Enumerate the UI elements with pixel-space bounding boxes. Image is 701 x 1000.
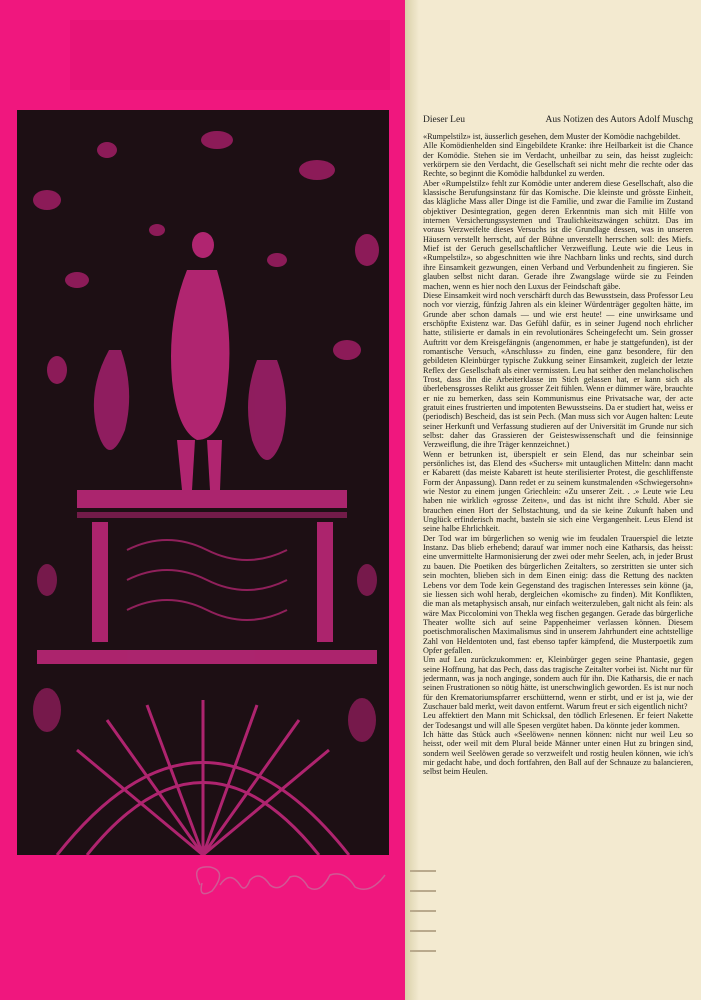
paragraph: «Rumpelstilz» ist, äusserlich gesehen, dem Muster der Komödie nachgebildet.	[423, 132, 681, 141]
header-title: Dieser Leu	[423, 115, 465, 125]
signature-mark-icon	[180, 855, 400, 905]
paragraph: Der Tod war im bürgerlichen so wenig wie im feudalen Trauerspiel die letzte Instanz. Das blieb erhebend; darauf war immer noch eine Katharsis, das heisst: eine unvermittelte Harmonisierung der zwei oder mehr Seelen, ach, in jeder Brust zu bauen. Die Poetiken des bürgerlichen Zeitalters, so zerstritten sie unter sich sein mochten, blieben sich in dem Einen einig: dass die Rettung des nackten Lebens vor dem Tode kein Gegenstand des tragischen Interesses sein könne (ja, sie liessen sich wohl herab, dergleichen «komisch» zu finden). Mit Konflikten, die man als metaphysisch ansah, nur einfach weiterzuleben, galt nicht als fein: als wäre Max Piccolomini von Thekla weg fischen gegangen. Gerade das bürgerliche Theater wollte sich auf seine Pappenheimer verlassen können. Diesem poetischmoralischen Maximalismus sind in unserem Jahrhundert eine achtstellige Zahl von Heldentoten und, fast ebenso tapfer kämpfend, die Musterpoetik zum Opfer gefallen.	[423, 533, 693, 655]
paragraph: Leu affektiert den Mann mit Schicksal, den tödlich Erlesenen. Er feiert Nakette der Todesangst und will alle Spesen vergütet haben. Da könnte jeder kommen.	[423, 711, 693, 730]
paragraph: Alle Komödienhelden sind Eingebildete Kranke: ihre Heilbarkeit ist die Chance der Komödie. Stehen sie im Verdacht, unheilbar zu sein, das heisst zugleich: verkörpern sie den Verdacht, die Gesellschaft sei nicht mehr die rechte oder das Rechte, so beginnt die Komödie halbdunkel zu werden.	[423, 141, 693, 179]
paragraph: Aber «Rumpelstilz» fehlt zur Komödie unter anderem diese Gesellschaft, also die klassische Berufungsinstanz für das Komische. Die kleinste und grösste Einheit, das klägliche Mass aller Dinge ist die Familie, und zwar die Familie im Zustand objektiver Desintegration, gegen deren Erkenntnis man sich mit Hilfe von internen Versicherungssystemen und Traulichkeitszwängen schützt. Das im voraus Verzweifelte dieses Versuchs ist die Grundlage dessen, was in unseren Häusern verstellt herrscht, auf der Bühne unverstellt herrschen soll: des Miefs. Mief ist der Geruch gesellschaftlicher Verzweiflung. Leute wie die Leus in «Rumpelstilz», so abgeschnitten wie ihre Nachbarn links und rechts, sind durch ihre Einsamkeit gezwungen, einen Verband und Verbundenheit zu fingieren. Sie glauben selbst nicht daran. Gerade ihre Zwangslage würde sie zu Feinden machen, wenn es hier noch den Luxus der Feindschaft gäbe.	[423, 178, 693, 291]
signature-svg	[180, 855, 400, 905]
page-header	[423, 115, 693, 129]
article-body	[423, 132, 693, 777]
paragraph: Um auf Leu zurückzukommen: er, Kleinbürger gegen seine Phantasie, gegen seine Hoffnung, hat das Pech, dass das tragische Zeitalter vorbei ist. Nicht nur für jedermann, was ja noch anginge, sondern auch für ihn. Die Katharsis, die er nach seinen Frustrationen so nötig hätte, ist unerschwinglich geworden. Es ist nur noch für den Krematoriumspfarrer erschütternd, wenn er stirbt, und er ist ja, wie der Zuschauer bald merkt, weit davon entfernt. Warum freut er sich eigentlich nicht?	[423, 655, 693, 711]
paragraph: Diese Einsamkeit wird noch verschärft durch das Bewusstsein, dass Professor Leu noch vor vierzig, fünfzig Jahren als ein kleiner Würdenträger gegolten hätte, im Grunde aber schon damals — und wie erst heute! — eine unwirksame und erschöpfte Existenz war. Das Gefühl dafür, es in seiner Jugend noch ehrlicher hatte, stilisierte er damals in ein revolutionäres Scheingefecht um. Sein grosser Auftritt vor dem Kreisgefängnis (angenommen, er habe je stattgefunden), ist der romantische Versuch, «Anschluss» zu finden, eine ganz besondere, für den gebildeten Kleinbürger typische Zukkung seiner Einsamkeit, zugleich der letzte Reflex der Gesellschaft als einer vermissten. Leu hat seither den melancholischen Trost, dass ihn die Arbeiterklasse im Stich gelassen hat, er kann sich als überlebensgrosses Relikt aus grosser Zeit fühlen. Wenn er dümmer wäre, brauchte er nie zu bemerken, dass sein Kommunismus eine Privatsache war, der acte gratuit eines frustrierten und impotenten Bewusstseins. Da er studiert hat, weiss er (periodisch) Bescheid, das ist sein Pech. (Man muss sich vor Augen halten: Leute seiner Herkunft und Verfassung studieren auf der Universität im Grunde nur sich selbst: daher das Grassieren der Geisteswissenschaft und die feinsinnige Verzweiflung, die ihre Träger kennzeichnet.)	[423, 290, 693, 450]
ink-bleed	[70, 20, 390, 90]
etching-figure-icon	[17, 110, 389, 855]
right-page	[419, 0, 701, 1000]
paragraph: Wenn er betrunken ist, überspielt er sein Elend, das nur scheinbar sein persönliches ist, das Elend des «Suchers» mit untauglichen Mitteln: dann macht er Kabarett (das meiste Kabarett ist heute sterilisierter Protest, die geschliffenste Form der Anpassung). Dann redet er zu seinem kunstmalenden «Schwiegersohn» wie Nestor zu einem jungen Griechlein: «Zu unserer Zeit. . .» Leute wie Leu haben nie wirklich «grosse Zeiten», und das ist nicht ihre Schuld. Aber sie brauchen einen Hort der Selbstachtung, und da sie keine Zukunft haben und Unglück erfinderisch macht, basteln sie sich eine Vergangenheit. Leus Elend ist seine halbe Ehrlichkeit.	[423, 449, 693, 534]
paragraph: Ich hätte das Stück auch «Seelöwen» nennen können: nicht nur weil Leu so heisst, oder weil mit dem Plural beide Männer unter einen Hut zu bringen sind, sondern weil Seelöwen gerade so verzweifelt und rostig heulen können, wie ich's mir gedacht habe, und doch fortfahren, den Ball auf der Schnauze zu balancieren, selbst beim Heulen.	[423, 730, 693, 777]
etching-svg	[17, 110, 389, 855]
header-author: Aus Notizen des Autors Adolf Muschg	[545, 115, 693, 125]
